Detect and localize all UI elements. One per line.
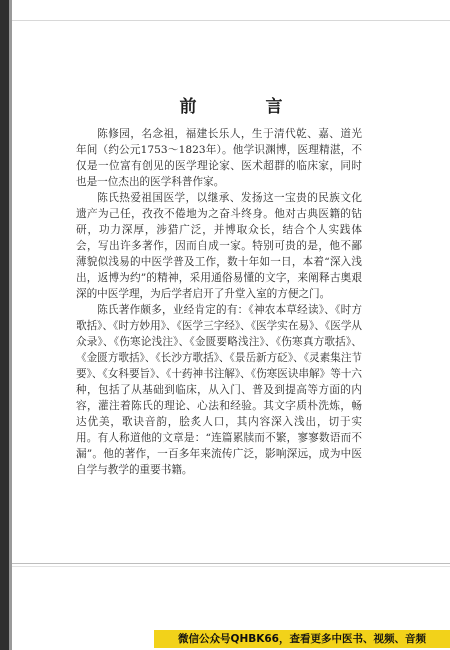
scanned-page (12, 0, 450, 650)
paragraph-3: 陈氏著作颇多，业经肯定的有：《神农本草经读》、《时方歌括》、《时方妙用》、《医学三字经》、《医学实在易》、《医学从众录》、《伤寒论浅注》、《金匮要略浅注》、《伤寒真方歌括》、《金匮方歌括》、《长沙方歌括》、《景岳新方砭》、《灵素集注节要》、《女科要旨》、《十药神书注解》、《伤寒医诀串解》等十六种，包括了从基础到临床，从入门、普及到提高等方面的内容，灌注着陈氏的理论、心法和经验。其文字质朴洗炼，畅达优美，歌诀音韵，脍炙人口，其内容深入浅出，切于实用。有人称道他的文章是：“连篇累牍而不繁，寥寥数语而不漏”。他的著作，一百多年来流传广泛，影响深远，成为中医自学与教学的重要书籍。 (76, 304, 363, 476)
paragraph-1: 陈修园，名念祖，福建长乐人，生于清代乾、嘉、道光年间（约公元1753～1823年）。他学识渊博，医理精湛，不仅是一位富有创见的医学理论家、医术超群的临床家，同时也是一位杰出的医学科普作家。 (76, 128, 362, 188)
top-rule (12, 20, 450, 21)
bottom-rule (12, 563, 450, 564)
left-binding-edge (0, 0, 9, 650)
bottom-rule-shadow (12, 566, 450, 567)
page-title: 前 言 (179, 97, 309, 117)
paragraph-2: 陈氏热爱祖国医学，以继承、发扬这一宝贵的民族文化遗产为己任，孜孜不倦地为之奋斗终身。他对古典医籍的钻研，功力深厚，涉猎广泛，并博取众长，结合个人实践体会，写出许多著作，因而自成一家。特别可贵的是，他不鄙薄貌似浅易的中医学普及工作，数十年如一日，本着“深入浅出，返博为约”的精神，采用通俗易懂的文字，来阐释古奥艰深的中医学理，为后学者启开了升堂入室的方便之门。 (76, 192, 362, 300)
watermark-banner: 微信公众号QHBK66，查看更多中医书、视频、音频 (154, 630, 450, 648)
preface-body (76, 126, 362, 478)
